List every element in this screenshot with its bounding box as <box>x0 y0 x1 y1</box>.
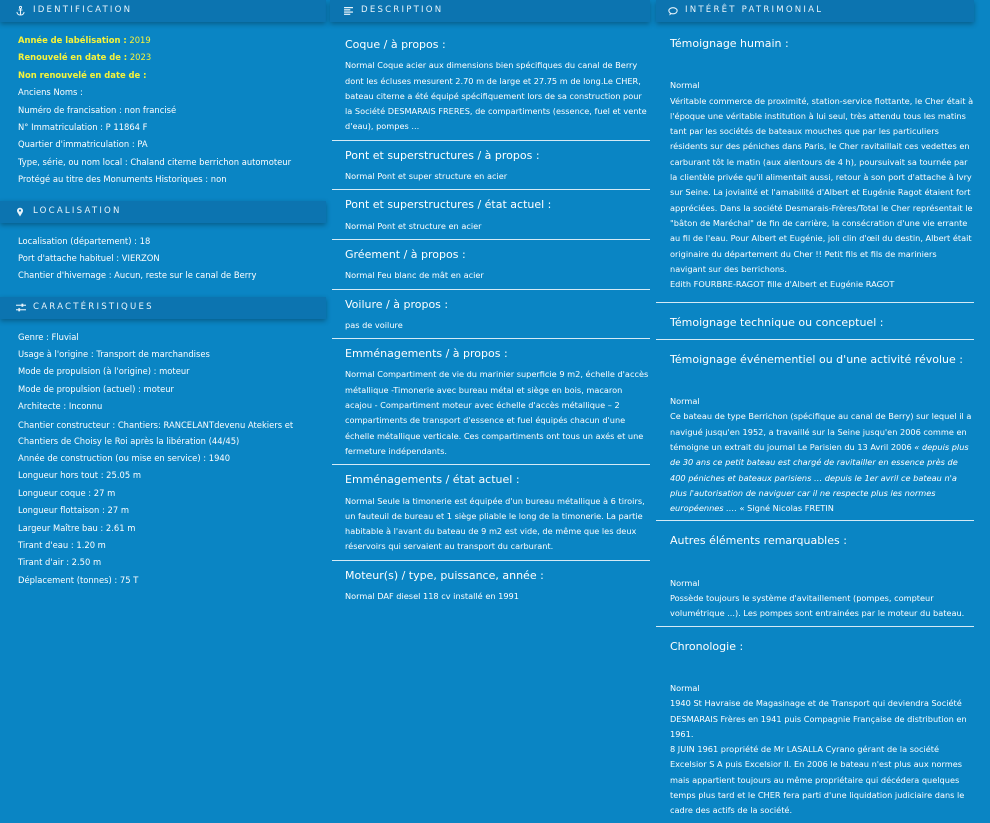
description-section <box>332 561 650 610</box>
section-text: Normal DAF diesel 118 cv installé en 1991 <box>345 591 519 602</box>
section-title: Pont et superstructures / à propos : <box>345 148 540 162</box>
temoignage-humain-title: Témoignage humain : <box>670 37 789 50</box>
renewed-row <box>18 49 326 66</box>
middle-column <box>330 0 650 609</box>
caracteristiques-row: Longueur coque : 27 m <box>18 487 116 498</box>
section-title: Coque / à propos : <box>345 38 446 51</box>
description-section <box>332 141 650 191</box>
sliders-icon <box>16 303 26 312</box>
caracteristiques-row: Architecte : Inconnu <box>18 401 103 412</box>
chronologie-text-1: 1940 St Havraise de Magasinage et de Transport qui deviendra Société DESMARAIS Frères en 1941 puis Compagnie Française de distribution en 1961. <box>670 698 967 739</box>
localisation-header <box>0 201 326 223</box>
evenementiel-text-quote: « depuis plus de 30 ans ce petit bateau est chargé de ravitailler en essence près de 400 péniches et bateaux parisiens … depuis le 1er avril ce bateau n'a plus l'autorisation de naviguer car il ne respecte plus les normes européennes …. <box>670 441 969 514</box>
section-title: Voilure / à propos : <box>345 297 449 311</box>
temoignage-evenementiel <box>656 340 974 522</box>
caracteristiques-header <box>0 297 326 319</box>
autres-elements <box>656 521 974 626</box>
section-text: Normal Coque acier aux dimensions bien spécifiques du canal de Berry dont les écluses mesurent 2.70 m de large et 27.75 m de long.Le CHER, bateau citerne a été équipé spécifiquement lors de sa construction pour la Société DESMARAIS FRERES, de compartiments (essence, fuel et vente d'eau), pompes ... <box>345 60 647 132</box>
year-value: 2019 <box>129 35 151 45</box>
caracteristiques-row: Année de construction (ou mise en service) : 1940 <box>18 453 231 464</box>
temoignage-humain-text: Véritable commerce de proximité, station-service flottante, le Cher était à l'époque une véritable institution à lui seul, très attendu tous les matins tant par les sociétés de bateaux mouches que par les particuliers résidents sur des péniches dans Paris, le Cher ravitaillait ces vedettes en carburant tôt le matin (aux alentours de 4 h), poursuivait sa tournée par la clientèle privée qu'il alimentait aussi, retour à son port d'attache à Ivry sur Seine. La jovialité et l'amabilité d'Albert et Eugénie Ragot étaient fort appréciées. Dans la société Desmarais-Frères/Total le Cher représentait le "bâton de Maréchal" de fin de carrière, la consécration d'une vie errante au fil de l'eau. Pour Albert et Eugénie, joli clin d'œil du destin, Albert était originaire du département du Cher !! Petit fils et fils de mariniers navigant sur des berrichons. <box>670 95 974 274</box>
chronologie-title: Chronologie : <box>670 639 744 653</box>
caracteristiques-row: Longueur flottaison : 27 m <box>18 505 129 516</box>
anchor-icon <box>16 6 26 16</box>
year-row <box>18 32 326 49</box>
caracteristiques-row: Tirant d'air : 2.50 m <box>18 557 102 568</box>
section-text: Normal Pont et super structure en acier <box>345 171 508 182</box>
section-title: Emménagements / état actuel : <box>345 473 520 487</box>
autres-text: Possède toujours le système d'avitaillement (pompes, compteur volumétrique ...). Les pompes sont entrainées par le moteur du bateau. <box>670 593 965 619</box>
description-sections <box>330 22 650 609</box>
caracteristiques-row: Largeur Maître bau : 2.61 m <box>18 522 136 533</box>
autres-label: Normal <box>670 577 700 588</box>
section-title: Pont et superstructures / état actuel : <box>345 198 552 212</box>
identification-row: N° Immatriculation : P 11864 F <box>18 121 148 132</box>
list-icon <box>344 7 354 15</box>
chat-bubble-icon <box>668 7 678 16</box>
caracteristiques-row: Déplacement (tonnes) : 75 T <box>18 574 139 585</box>
chronologie-text-2: 8 JUIN 1961 propriété de Mr LASALLA Cyrano gérant de la société Excelsior S A puis Excelsior II. En 2006 le bateau n'est plus aux normes mais appartient toujours au même propriétaire qui décédera quelques temps plus tard et le CHER fera parti d'une liquidation judiciaire dans le cadre des actifs de la société. <box>670 744 965 816</box>
caracteristiques-row: Chantier constructeur : Chantiers: RANCELANTdevenu Atekiers et Chantiers de Choisy le Roi après la libération (44/45) <box>18 419 294 446</box>
temoignage-evenementiel-title: Témoignage événementiel ou d'une activité révolue : <box>670 352 963 366</box>
evenementiel-text-plain: Ce bateau de type Berrichon (spécifique au canal de Berry) sur lequel il a navigué jusqu'en 1952, a travaillé sur la Seine jusqu'en 2006 comme en témoigne un extrait du journal Le Parisien du 13 Avril 2006 <box>670 411 972 452</box>
caracteristiques-list <box>0 319 326 601</box>
description-section <box>332 465 650 560</box>
section-text: Normal Feu blanc de mât en acier <box>345 270 484 281</box>
localisation-title: LOCALISATION <box>33 205 122 216</box>
description-section <box>332 240 650 290</box>
description-section <box>332 339 650 465</box>
identification-row: Quartier d'immatriculation : PA <box>18 139 148 150</box>
temoignage-technique <box>656 303 974 339</box>
section-text: pas de voilure <box>345 319 403 330</box>
interet-header <box>656 0 974 22</box>
identification-list <box>0 22 326 201</box>
section-text: Normal Seule la timonerie est équipée d'un bureau métallique à 6 tiroirs, un fauteuil de bureau et 1 siège pliable le long de la timonerie. La partie habitable à l'avant du bateau de 9 m2 est vide, de même que les deux réservoirs qui servaient au transport du carburant. <box>345 495 645 552</box>
year-label: Année de labélisation : <box>18 35 127 45</box>
caracteristiques-row: Mode de propulsion (actuel) : moteur <box>18 383 175 394</box>
description-title: DESCRIPTION <box>361 5 444 16</box>
temoignage-humain-label: Normal <box>670 80 700 91</box>
temoignage-technique-title: Témoignage technique ou conceptuel : <box>670 316 884 330</box>
description-section <box>332 30 650 141</box>
section-title: Emménagements / à propos : <box>345 347 508 361</box>
chronologie <box>656 627 974 823</box>
interet-sections <box>656 22 974 823</box>
renewed-value: 2023 <box>129 52 152 63</box>
identification-header <box>0 0 326 22</box>
temoignage-evenementiel-label: Normal <box>670 396 700 407</box>
temoignage-humain <box>656 30 974 303</box>
caracteristiques-row: Mode de propulsion (à l'origine) : moteur <box>18 366 190 377</box>
section-text: Normal Pont et structure en acier <box>345 220 482 231</box>
caracteristiques-row: Tirant d'eau : 1.20 m <box>18 540 106 550</box>
caracteristiques-row: Genre : Fluvial <box>18 331 79 342</box>
renewed-label: Renouvelé en date de : <box>18 52 128 63</box>
section-text: Normal Compartiment de vie du marinier superficie 9 m2, échelle d'accès métallique -Timonerie avec bureau métal et siège en bois, macaron acajou - Compartiment moteur avec échelle d'accès métallique – 2 compartiments de transport d'essence et fuel équipés chacun d'une échelle métallique verticale. Ces compartiments ont tous un axés et une fermeture indépendants. <box>345 369 649 456</box>
identification-row: Anciens Noms : <box>18 87 83 98</box>
description-header <box>330 0 650 22</box>
right-column <box>656 0 974 823</box>
caracteristiques-row: Usage à l'origine : Transport de marchandises <box>18 349 210 360</box>
caracteristiques-title: CARACTÉRISTIQUES <box>33 302 154 313</box>
identification-row: Numéro de francisation : non francisé <box>18 104 177 115</box>
left-column <box>0 0 326 601</box>
identification-row: Protégé au titre des Monuments Historiques : non <box>18 174 227 185</box>
localisation-row: Chantier d'hivernage : Aucun, reste sur le canal de Berry <box>18 270 257 281</box>
not-renewed-label: Non renouvelé en date de : <box>18 69 147 80</box>
identification-row: Type, série, ou nom local : Chaland citerne berrichon automoteur <box>18 156 292 167</box>
localisation-list <box>0 223 326 297</box>
interet-title: INTÉRÊT PATRIMONIAL <box>685 5 824 16</box>
description-section <box>332 290 650 340</box>
section-title: Gréement / à propos : <box>345 247 466 261</box>
chronologie-label: Normal <box>670 682 700 693</box>
localisation-row: Port d'attache habituel : VIERZON <box>18 252 160 263</box>
caracteristiques-row: Longueur hors tout : 25.05 m <box>18 470 141 481</box>
temoignage-evenementiel-text <box>670 409 974 516</box>
autres-title: Autres éléments remarquables : <box>670 534 847 548</box>
map-pin-icon <box>16 207 26 217</box>
identification-title: IDENTIFICATION <box>33 5 133 16</box>
localisation-row: Localisation (département) : 18 <box>18 235 151 246</box>
evenementiel-text-end: « Signé Nicolas FRETIN <box>736 503 834 514</box>
description-section <box>332 190 650 240</box>
not-renewed-row <box>18 67 326 84</box>
section-title: Moteur(s) / type, puissance, année : <box>345 568 544 582</box>
temoignage-humain-signature: Edith FOURBRE-RAGOT fille d'Albert et Eugénie RAGOT <box>670 279 895 290</box>
